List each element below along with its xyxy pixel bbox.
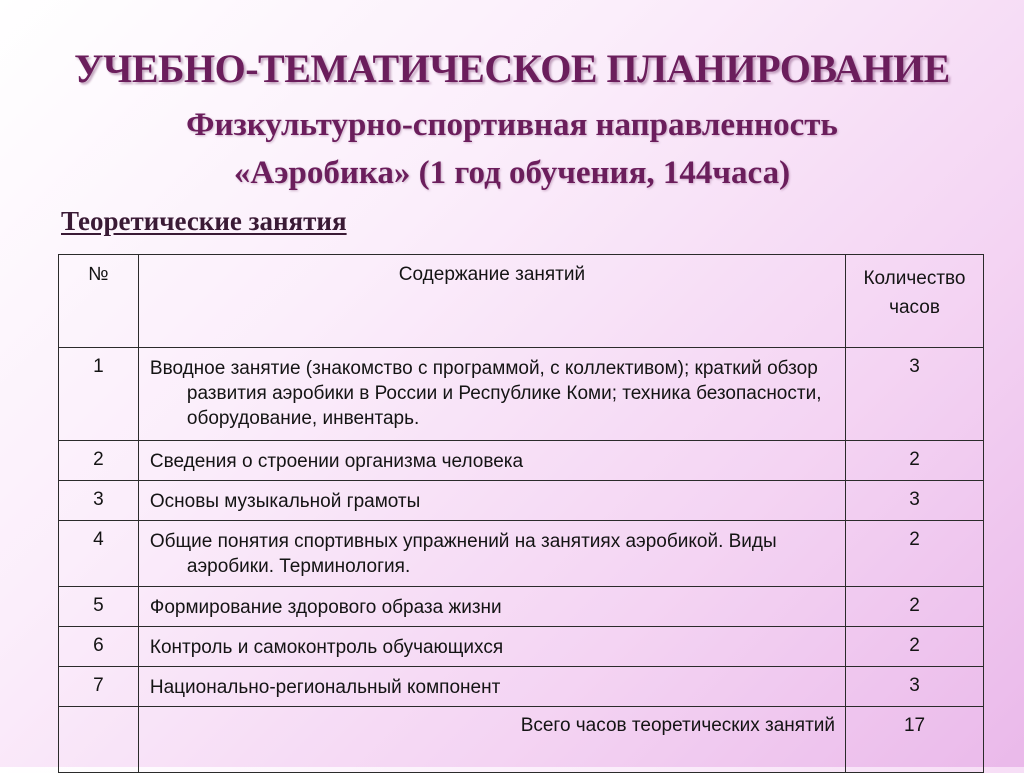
row-content (138, 441, 845, 481)
row-number: 4 (59, 521, 139, 587)
table-row (59, 441, 984, 481)
row-content (138, 627, 845, 667)
column-header-hours-label: Количество часов (863, 268, 966, 318)
row-hours: 3 (846, 348, 984, 441)
page-title: УЧЕБНО-ТЕМАТИЧЕСКОЕ ПЛАНИРОВАНИЕ (74, 46, 950, 91)
subtitle-line-1: Физкультурно-спортивная направленность (186, 107, 838, 143)
table-row (59, 521, 984, 587)
row-number: 1 (59, 348, 139, 441)
row-content (138, 521, 845, 587)
row-content-text: Вводное занятие (знакомство с программой, с коллективом); краткий обзор развития аэробики в России и Республике Коми; техника безопасности, оборудование, инвентарь. (149, 358, 822, 429)
row-number: 7 (59, 667, 139, 707)
row-content (138, 481, 845, 521)
row-hours: 2 (846, 521, 984, 587)
column-header-number: № (59, 255, 139, 348)
row-content-text: Контроль и самоконтроль обучающихся (149, 637, 504, 658)
table-header-row (59, 255, 984, 348)
row-content (138, 587, 845, 627)
subtitle-line-2: «Аэробика» (1 год обучения, 144часа) (233, 155, 791, 191)
row-hours: 2 (846, 441, 984, 481)
table-row (59, 587, 984, 627)
row-hours: 3 (846, 667, 984, 707)
section-heading: Теоретические занятия (61, 206, 347, 236)
table-row (59, 627, 984, 667)
row-content (138, 348, 845, 441)
table-row (59, 348, 984, 441)
row-number: 3 (59, 481, 139, 521)
row-number: 2 (59, 441, 139, 481)
row-hours: 3 (846, 481, 984, 521)
row-hours: 2 (846, 587, 984, 627)
total-number-cell (59, 707, 139, 773)
row-content-text: Общие понятия спортивных упражнений на занятиях аэробикой. Виды аэробики. Терминология. (149, 531, 777, 577)
column-header-content: Содержание занятий (138, 255, 845, 348)
total-value: 17 (846, 707, 984, 773)
column-header-hours (846, 255, 984, 348)
page-subtitle (0, 101, 1024, 197)
table-total-row (59, 707, 984, 773)
row-hours: 2 (846, 627, 984, 667)
total-label: Всего часов теоретических занятий (138, 707, 845, 773)
row-content-text: Формирование здорового образа жизни (149, 597, 502, 618)
row-number: 5 (59, 587, 139, 627)
row-number: 6 (59, 627, 139, 667)
table-row (59, 481, 984, 521)
plan-table (58, 254, 984, 773)
row-content-text: Основы музыкальной грамоты (149, 491, 421, 512)
table-row (59, 667, 984, 707)
row-content (138, 667, 845, 707)
row-content-text: Национально-региональный компонент (149, 677, 501, 698)
row-content-text: Сведения о строении организма человека (149, 451, 524, 472)
